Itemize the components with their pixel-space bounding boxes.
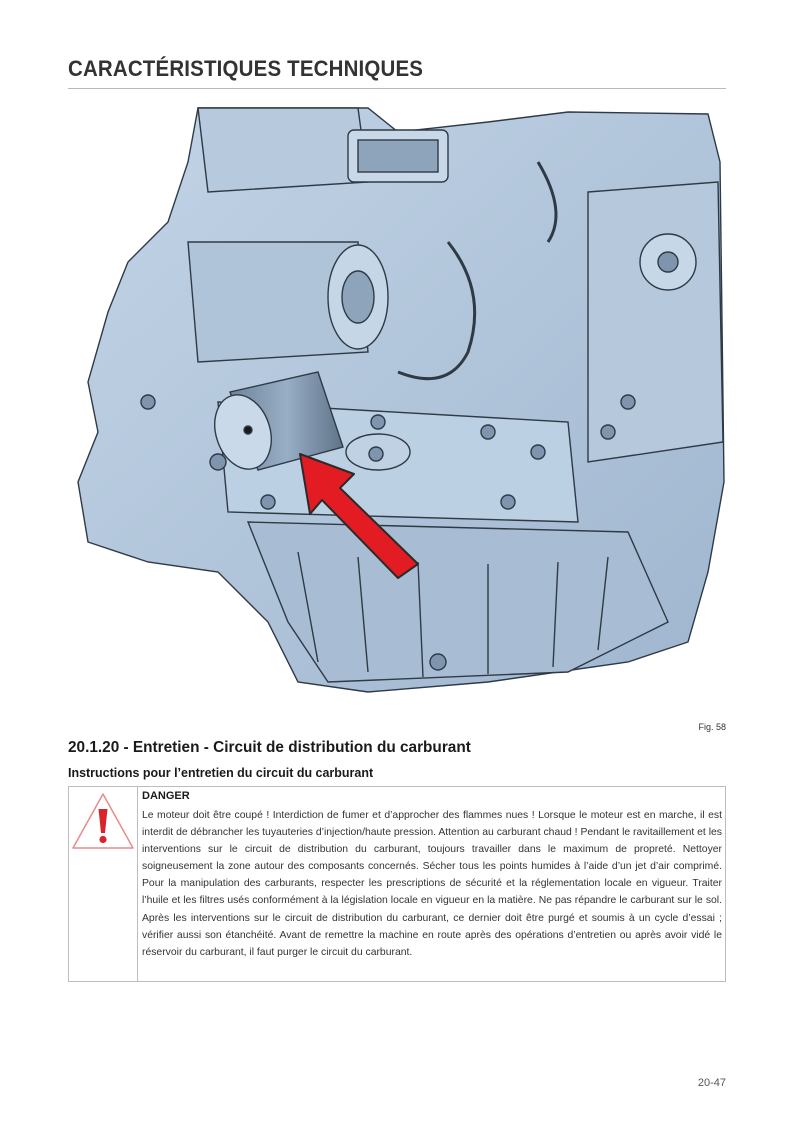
danger-label: DANGER — [142, 790, 190, 802]
section-title: 20.1.20 - Entretien - Circuit de distribution du carburant — [68, 739, 471, 756]
danger-body-text: Le moteur doit être coupé ! Interdiction de fumer et d’approcher des flammes nues ! Lorsque le moteur est en marche, il est interdit de débrancher les tuyauteries d’injection/haute pression. Attention au carburant chaud ! Pendant le ravitaillement et les interventions sur le circuit de distribution du carburant, toujours travailler dans le maximum de propreté. Nettoyer soigneusement la zone autour des composants concernés. Sécher tous les points humides à l’aide d’un jet d’air comprimé. Pour la manipulation des carburants, respecter les prescriptions de sécurité et la réglementation locale en vigueur. Traiter l’huile et les filtres usés conformément à la législation locale en vigueur en la matière. Ne pas répandre le carburant sur le sol. Après les interventions sur le circuit de distribution du carburant, ce dernier doit être purgé et soumis à un cycle d’essai ; vérifier aussi son étanchéité. Avant de remettre la machine en route après des opérations d’entretien ou après avoir vidé le réservoir du carburant, il faut purger le circuit du carburant. — [142, 810, 722, 958]
engine-illustration — [68, 102, 726, 702]
header-divider — [68, 88, 726, 89]
page-header-title: CARACTÉRISTIQUES TECHNIQUES — [68, 56, 424, 81]
danger-text-cell — [138, 787, 725, 981]
page-number: 20-47 — [697, 1077, 726, 1089]
warning-triangle-icon — [70, 791, 136, 851]
engine-block — [78, 108, 724, 692]
figure-caption: Fig. 58 — [698, 722, 726, 732]
danger-icon-cell — [69, 787, 138, 981]
section-subtitle: Instructions pour l’entretien du circuit du carburant — [68, 765, 374, 780]
danger-notice — [68, 786, 726, 982]
